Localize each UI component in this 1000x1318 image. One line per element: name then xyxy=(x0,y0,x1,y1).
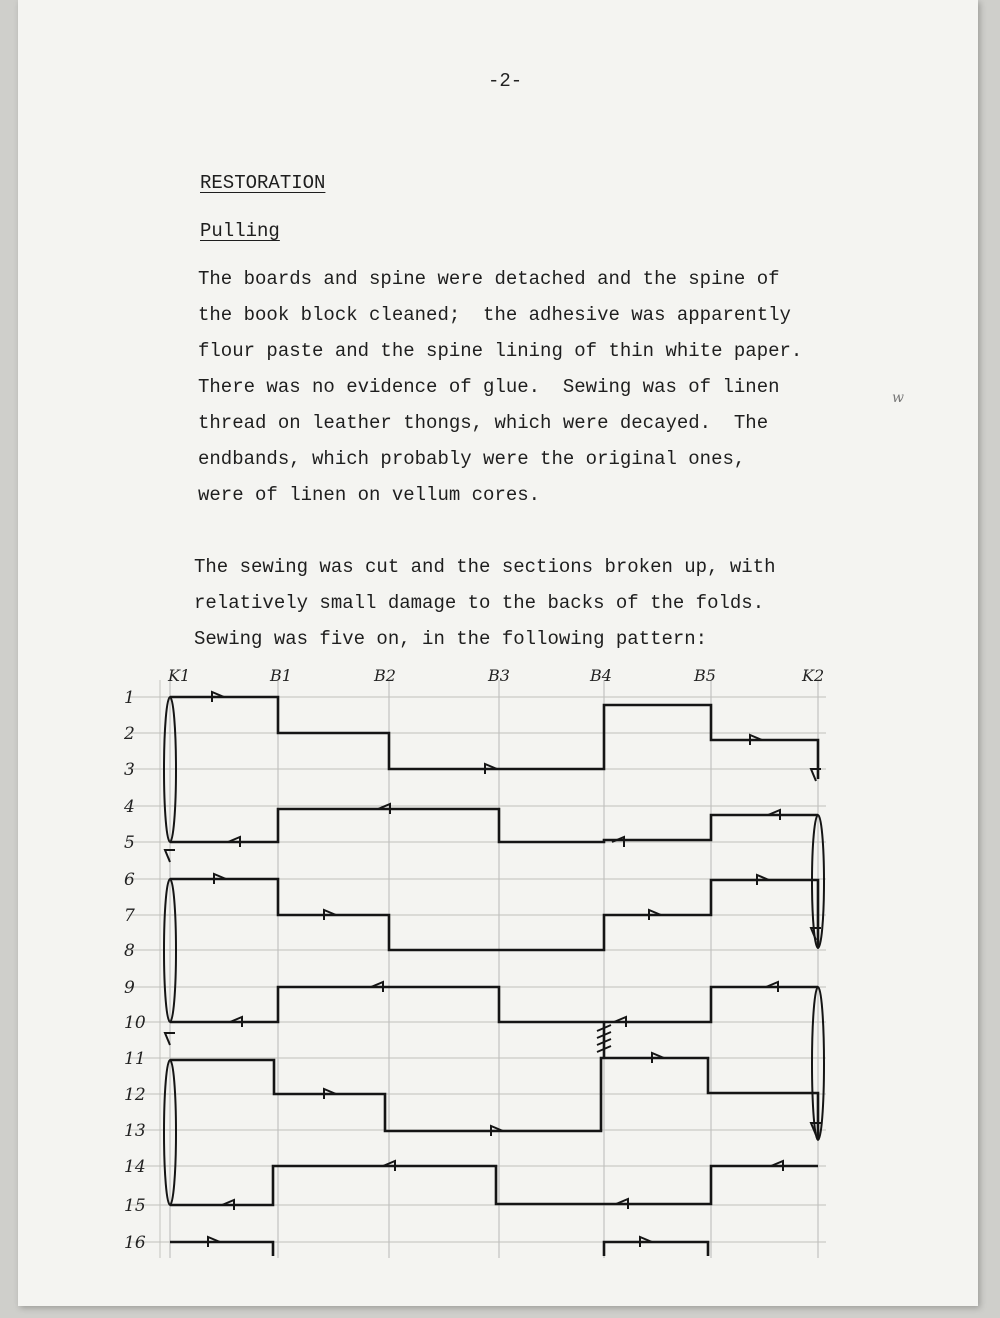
row-label: 6 xyxy=(124,870,135,890)
row-label: 15 xyxy=(124,1196,146,1216)
text-line: thread on leather thongs, which were decayed. The xyxy=(198,412,769,434)
column-label: B2 xyxy=(374,666,396,685)
column-label: B1 xyxy=(270,666,292,685)
column-label: B3 xyxy=(488,666,510,685)
thread-segment xyxy=(604,1242,708,1256)
row-label: 12 xyxy=(124,1085,146,1105)
arrowhead xyxy=(811,769,821,781)
row-label: 8 xyxy=(124,941,135,961)
column-label: K2 xyxy=(802,666,825,685)
row-label: 13 xyxy=(124,1121,146,1141)
column-labels xyxy=(167,666,824,685)
row-label: 14 xyxy=(124,1157,146,1177)
row-label: 5 xyxy=(124,833,135,853)
row-label: 11 xyxy=(124,1049,146,1069)
text-line: The sewing was cut and the sections broken up, with xyxy=(194,556,776,578)
subsection-heading: Pulling xyxy=(200,220,280,242)
column-label: B4 xyxy=(590,666,612,685)
thread-path xyxy=(170,697,818,1256)
text-line: the book block cleaned; the adhesive was apparently xyxy=(198,304,791,326)
grid-lines xyxy=(128,680,826,1258)
text-line: There was no evidence of glue. Sewing was of linen xyxy=(198,376,780,398)
row-label: 1 xyxy=(124,688,135,708)
text-line: The boards and spine were detached and the spine of xyxy=(198,268,780,290)
column-label: K1 xyxy=(168,666,191,685)
text-line: endbands, which probably were the original ones, xyxy=(198,448,746,470)
text-line: relatively small damage to the backs of the folds. xyxy=(194,592,765,614)
row-label: 4 xyxy=(124,797,135,817)
arrowhead xyxy=(811,928,821,940)
text-line: were of linen on vellum cores. xyxy=(198,484,541,506)
row-label: 7 xyxy=(124,906,135,926)
thread-tie-mark xyxy=(597,1022,611,1058)
thread-segment xyxy=(170,987,818,1022)
thread-segment xyxy=(170,809,818,842)
text-line: flour paste and the spine lining of thin white paper. xyxy=(198,340,803,362)
row-label: 3 xyxy=(124,760,135,780)
thread-arrows xyxy=(165,692,821,1247)
thread-segment xyxy=(170,1166,818,1205)
row-label: 10 xyxy=(124,1013,146,1033)
row-labels xyxy=(123,688,146,1253)
text-line: Sewing was five on, in the following pattern: xyxy=(194,628,708,650)
row-label: 9 xyxy=(124,978,135,998)
thread-segment xyxy=(170,1242,273,1256)
margin-annotation: w xyxy=(892,390,904,406)
page-number: -2- xyxy=(488,70,523,92)
row-label: 2 xyxy=(124,724,135,744)
column-label: B5 xyxy=(694,666,716,685)
row-label: 16 xyxy=(124,1233,146,1253)
section-heading: RESTORATION xyxy=(200,172,326,194)
